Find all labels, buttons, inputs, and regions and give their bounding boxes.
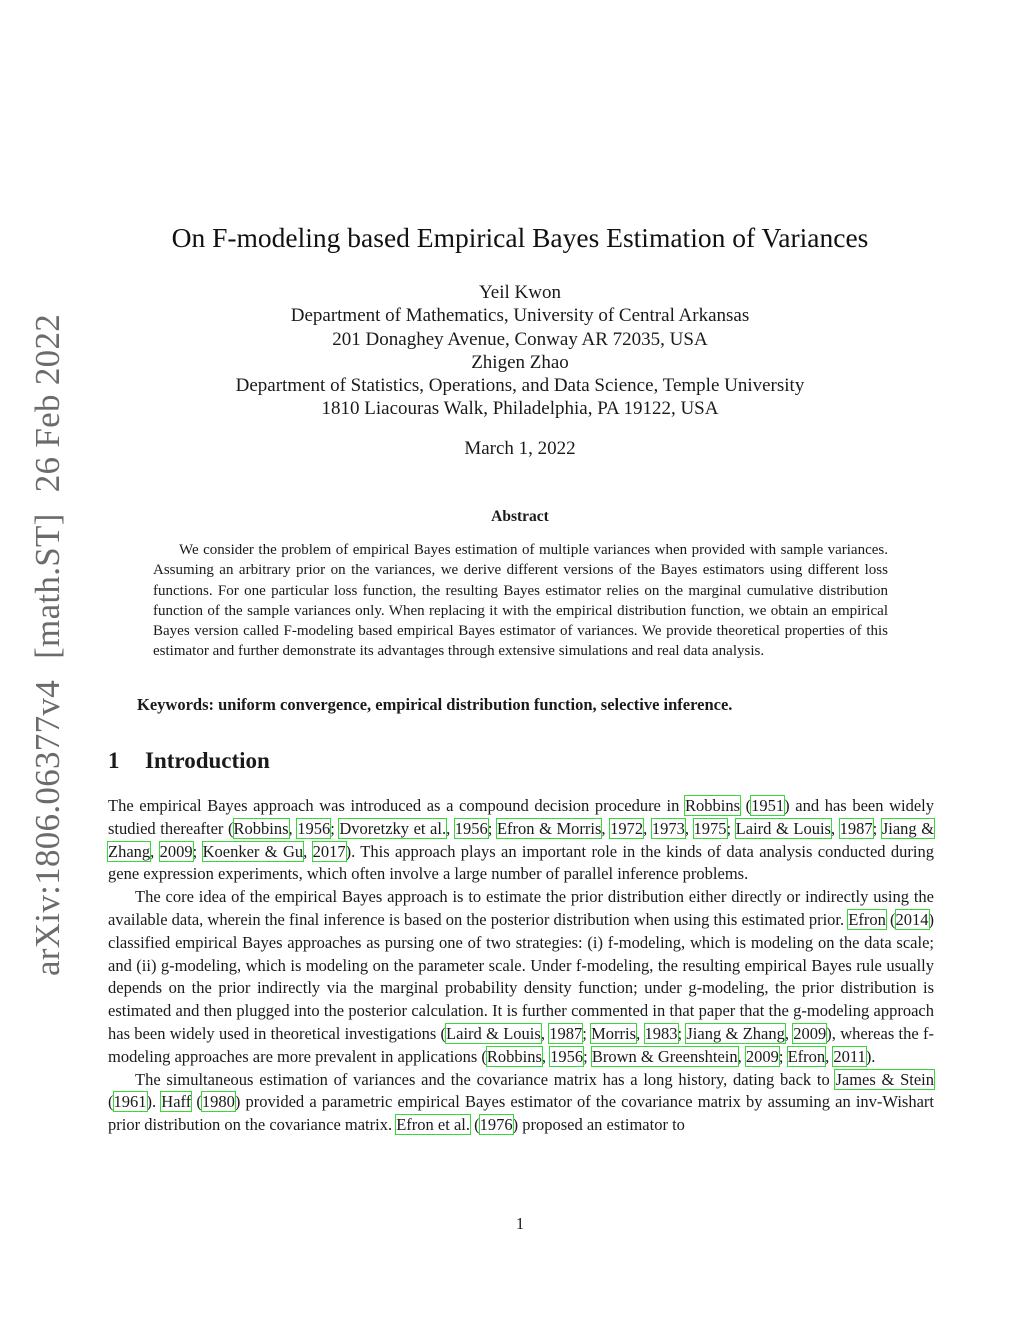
text-run: ) classified empirical Bayes approaches as pursing one of two strategies: (i) f-modeling, which is modeling on the data scale; and (ii) g-modeling, which is modeling on the parameter scale. Under f-modeling, the resulting empirical Bayes rule usually depends on the prior indirectly via the marginal probability density function; under g-modeling, the prior distribution is estimated and then plugged into the posterior calculation. It is further commented in that paper that the g-modeling approach has been widely used in theoretical investigations ( <box>108 909 934 1043</box>
citation-link[interactable]: Jiang & Zhang <box>686 1023 785 1043</box>
paper-date: March 1, 2022 <box>464 438 576 459</box>
keywords: Keywords: uniform convergence, empirical distribution function, selective inference. <box>137 695 733 714</box>
citation-link[interactable]: Robbins <box>684 796 740 815</box>
text-run: , <box>303 841 313 861</box>
text-run: ( <box>108 1092 114 1112</box>
text-run: , <box>636 1023 645 1043</box>
citation-link[interactable]: Robbins <box>486 1046 542 1066</box>
text-run: The empirical Bayes approach was introduced as a compound decision procedure in <box>108 796 685 815</box>
text-run: , <box>601 818 611 838</box>
citation-link[interactable]: James & Stein <box>835 1069 934 1089</box>
text-run: , <box>825 1046 834 1066</box>
text-run: ; <box>330 818 340 838</box>
citation-link[interactable]: 1973 <box>651 818 685 838</box>
text-run: , <box>288 818 298 838</box>
citation-link[interactable]: 1951 <box>751 796 785 815</box>
arxiv-date: 26 Feb 2022 <box>28 313 67 493</box>
author-block <box>0 281 1024 421</box>
citation-link[interactable]: Jiang & Zhang <box>108 818 935 861</box>
arxiv-category: [math.ST] <box>28 513 67 659</box>
paper-title: On F-modeling based Empirical Bayes Estimation of Variances <box>171 222 869 253</box>
citation-link[interactable]: 2017 <box>312 841 346 861</box>
citation-link[interactable]: Koenker & Gu <box>202 841 304 861</box>
citation-link[interactable]: 2009 <box>745 1046 779 1066</box>
citation-link[interactable]: Efron <box>787 1046 826 1066</box>
text-run: ; <box>192 841 203 861</box>
abstract-heading: Abstract <box>491 508 549 525</box>
text-run: ; <box>677 1023 687 1043</box>
citation-link[interactable]: Efron <box>848 909 886 929</box>
text-run: ) and has been widely studied thereafter ( <box>108 796 934 838</box>
text-run: ; <box>872 818 882 838</box>
citation-link[interactable]: 1976 <box>479 1115 513 1135</box>
paragraph <box>108 1069 934 1137</box>
citation-link[interactable]: 1956 <box>297 818 331 838</box>
text-run: The core idea of the empirical Bayes approach is to estimate the prior distribution either directly or indirectly using the available data, wherein the final inference is based on the posterior distribution when using this estimated prior. <box>108 887 934 929</box>
text-run: ; <box>726 818 736 838</box>
author-name: Yeil Kwon <box>478 282 561 303</box>
text-run: ; <box>778 1046 788 1066</box>
citation-link[interactable]: 1972 <box>610 818 644 838</box>
citation-link[interactable]: Morris <box>591 1023 637 1043</box>
text-run: ( <box>469 1115 480 1135</box>
text-run: ) provided a parametric empirical Bayes estimator of the covariance matrix by assuming an inv-Wishart prior distribution on the covariance matrix. <box>108 1092 935 1135</box>
text-run: ). This approach plays an important role in the kinds of data analysis conducted during gene expression experiments, which often involve a large number of parallel inference problems. <box>108 841 934 884</box>
text-run: ; <box>582 1023 592 1043</box>
section-number: 1 <box>108 748 120 773</box>
text-run: , <box>643 818 652 838</box>
text-run: ( <box>740 796 752 815</box>
citation-link[interactable]: Brown & Greenshtein <box>591 1046 738 1066</box>
text-run: ). <box>146 1092 162 1112</box>
author-address: 1810 Liacouras Walk, Philadelphia, PA 19122, USA <box>321 398 719 420</box>
citation-link[interactable]: 2009 <box>159 841 193 861</box>
text-run: ). <box>865 1046 876 1066</box>
citation-link[interactable]: Laird & Louis <box>735 818 831 838</box>
author-affiliation: Department of Statistics, Operations, and Data Science, Temple University <box>235 375 805 397</box>
text-run: The simultaneous estimation of variances and the covariance matrix has a long history, dating back to <box>135 1069 836 1089</box>
text-run: ; <box>487 818 497 838</box>
text-run: , <box>784 1023 794 1043</box>
paragraph <box>108 795 934 886</box>
text-run: , <box>737 1046 746 1066</box>
citation-link[interactable]: 2009 <box>793 1023 827 1043</box>
section-title: Introduction <box>145 748 270 773</box>
citation-link[interactable]: Robbins <box>233 818 289 838</box>
text-run: ), whereas the f-modeling approaches are more prevalent in applications ( <box>108 1023 934 1066</box>
citation-link[interactable]: 1956 <box>550 1046 584 1066</box>
text-run: ( <box>191 1092 202 1112</box>
paragraph <box>108 886 934 1068</box>
abstract-text: We consider the problem of empirical Bayes estimation of multiple variances when provided with sample variances. Assuming an arbitrary prior on the variances, we derive different versions of the Bayes estimators using different loss functions. For one particular loss function, the resulting Bayes estimator relies on the marginal cumulative distribution function of the sample variances only. When replacing it with the empirical distribution function, we obtain an empirical Bayes version called F-modeling based empirical Bayes estimator of variances. We provide theoretical properties of this estimator and further demonstrate its advantages through extensive simulations and real data analysis. <box>153 542 888 660</box>
text-run: ) proposed an estimator to <box>512 1115 685 1135</box>
introduction-body <box>108 795 934 1137</box>
text-run: ( <box>885 909 896 929</box>
text-run: , <box>446 818 455 838</box>
arxiv-id[interactable]: arXiv:1806.06377v4 <box>28 679 67 977</box>
citation-link[interactable]: 2014 <box>895 909 929 929</box>
citation-link[interactable]: 1987 <box>839 818 873 838</box>
citation-link[interactable]: 1980 <box>201 1092 235 1112</box>
citation-link[interactable]: Efron & Morris <box>496 818 602 838</box>
citation-link[interactable]: Dvoretzky et al. <box>339 818 447 838</box>
citation-link[interactable]: 1975 <box>693 818 727 838</box>
author-name: Zhigen Zhao <box>471 351 569 373</box>
section-heading <box>108 748 270 774</box>
page-number: 1 <box>515 1214 525 1233</box>
citation-link[interactable]: 1961 <box>113 1092 147 1112</box>
text-run: , <box>540 1023 550 1043</box>
citation-link[interactable]: Efron et al. <box>396 1115 470 1135</box>
citation-link[interactable]: Haff <box>161 1092 192 1112</box>
text-run: , <box>541 1046 551 1066</box>
text-run: ; <box>583 1046 592 1066</box>
author-affiliation: Department of Mathematics, University of Central Arkansas <box>290 305 750 327</box>
text-run: , <box>684 818 694 838</box>
citation-link[interactable]: 1956 <box>454 818 488 838</box>
citation-link[interactable]: 1983 <box>644 1023 678 1043</box>
author-address: 201 Donaghey Avenue, Conway AR 72035, USA <box>332 328 708 350</box>
citation-link[interactable]: Laird & Louis <box>446 1023 541 1043</box>
text-run: , <box>830 818 840 838</box>
text-run: , <box>150 841 160 861</box>
citation-link[interactable]: 1987 <box>549 1023 583 1043</box>
citation-link[interactable]: 2011 <box>833 1046 866 1066</box>
